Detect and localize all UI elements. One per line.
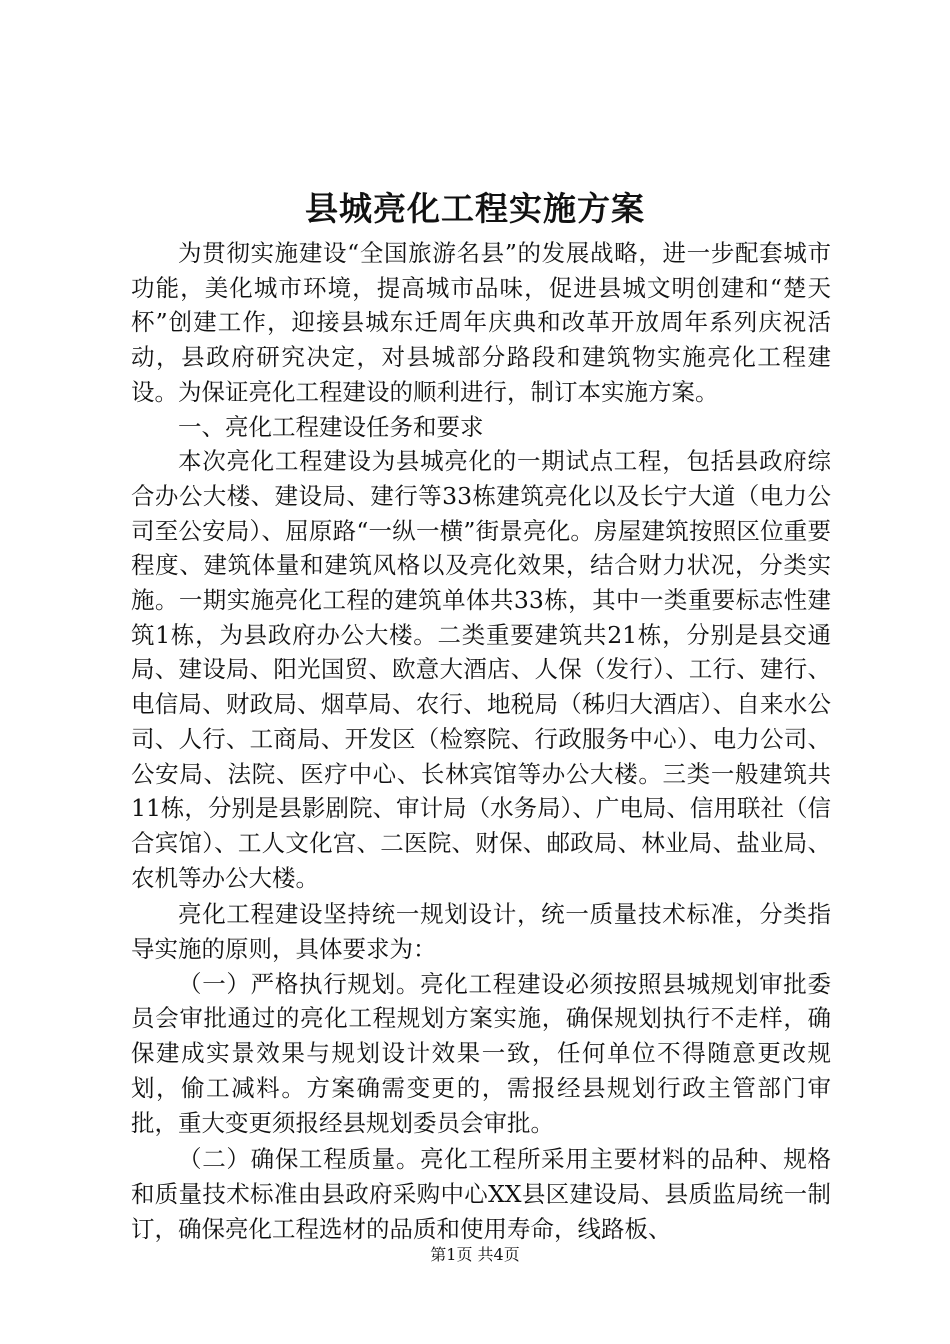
page-number: 第1页 共4页 <box>430 1245 520 1264</box>
document-body <box>131 236 831 1246</box>
paragraph-principles: 亮化工程建设坚持统一规划设计，统一质量技术标准，分类指导实施的原则，具体要求为： <box>131 900 831 964</box>
paragraph-item-1: （一）严格执行规划。亮化工程建设必须按照县城规划审批委员会审批通过的亮化工程规划方案实施，确保规划执行不走样，确保建成实景效果与规划设计效果一致，任何单位不得随意更改规划，偷工减料。方案确需变更的，需报经县规划行政主管部门审批，重大变更须报经县规划委员会审批。 <box>131 969 831 1137</box>
document-title: 县城亮化工程实施方案 <box>305 189 645 228</box>
paragraph-scope: 本次亮化工程建设为县城亮化的一期试点工程，包括县政府综合办公大楼、建设局、建行等33栋建筑亮化以及长宁大道（电力公司至公安局）、屈原路“一纵一横”街景亮化。房屋建筑按照区位重要程度、建筑体量和建筑风格以及亮化效果，结合财力状况，分类实施。一期实施亮化工程的建筑单体共33栋，其中一类重要标志性建筑1栋，为县政府办公大楼。二类重要建筑共21栋，分别是县交通局、建设局、阳光国贸、欧意大酒店、人保（发行）、工行、建行、电信局、财政局、烟草局、农行、地税局（秭归大酒店）、自来水公司、人行、工商局、开发区（检察院、行政服务中心）、电力公司、公安局、法院、医疗中心、长林宾馆等办公大楼。三类一般建筑共11栋，分别是县影剧院、审计局（水务局）、广电局、信用联社（信合宾馆）、工人文化宫、二医院、财保、邮政局、林业局、盐业局、农机等办公大楼。 <box>131 447 831 892</box>
paragraph-item-2: （二）确保工程质量。亮化工程所采用主要材料的品种、规格和质量技术标准由县政府采购中心XX县区建设局、县质监局统一制订，确保亮化工程选材的品质和使用寿命，线路板、 <box>131 1145 831 1243</box>
section-heading: 一、亮化工程建设任务和要求 <box>178 412 484 441</box>
paragraph-intro: 为贯彻实施建设“全国旅游名县”的发展战略，进一步配套城市功能，美化城市环境，提高城市品味，促进县城文明创建和“楚天杯”创建工作，迎接县城东迁周年庆典和改革开放周年系列庆祝活动，县政府研究决定，对县城部分路段和建筑物实施亮化工程建设。为保证亮化工程建设的顺利进行，制订本实施方案。 <box>131 239 831 406</box>
